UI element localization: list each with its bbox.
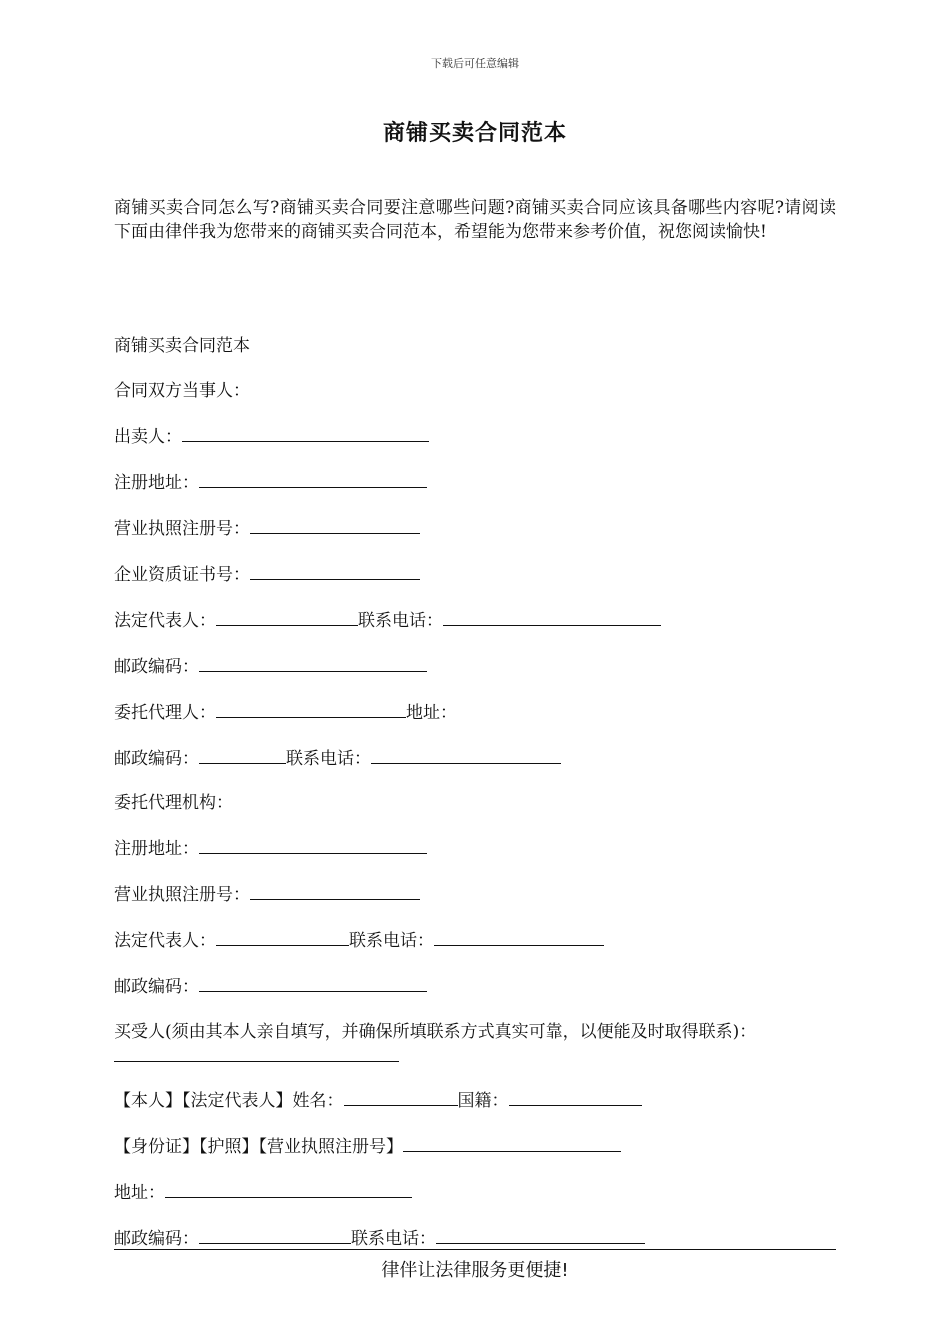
contract-subtitle: 商铺买卖合同范本 <box>114 336 250 356</box>
parties-heading: 合同双方当事人： <box>114 381 250 401</box>
phone-blank <box>434 929 604 946</box>
page-header-note: 下载后可任意编辑 <box>431 57 519 70</box>
buyer-id-line <box>114 1135 621 1158</box>
postcode-label: 邮政编码： <box>114 657 199 677</box>
agent-label: 委托代理人： <box>114 703 216 723</box>
reg-address-line <box>114 471 427 494</box>
postcode-label: 邮政编码： <box>114 977 199 997</box>
qualification-line <box>114 563 420 586</box>
qualification-blank <box>250 563 420 580</box>
phone-label: 联系电话： <box>351 1229 436 1249</box>
phone-blank <box>371 747 561 764</box>
legal-rep-blank <box>216 929 349 946</box>
license-label: 营业执照注册号： <box>114 885 250 905</box>
license-line <box>114 517 420 540</box>
reg-address-label: 注册地址： <box>114 839 199 859</box>
postcode-phone-line <box>114 747 561 770</box>
buyer-address-line <box>114 1181 412 1204</box>
legal-rep-label: 法定代表人： <box>114 611 216 631</box>
postcode-blank <box>199 747 286 764</box>
id-blank <box>403 1135 621 1152</box>
agent-blank <box>216 701 406 718</box>
reg-address-blank <box>199 471 427 488</box>
nationality-blank <box>509 1089 642 1106</box>
reg-address-label: 注册地址： <box>114 473 199 493</box>
postcode-label: 邮政编码： <box>114 749 199 769</box>
phone-blank <box>436 1227 645 1244</box>
qualification-label: 企业资质证书号： <box>114 565 250 585</box>
address-label: 地址： <box>406 703 457 723</box>
address-blank <box>165 1181 412 1198</box>
buyer-blank-line <box>114 1045 399 1068</box>
reg-address-blank <box>199 837 427 854</box>
buyer-blank <box>114 1045 399 1062</box>
address-label: 地址： <box>114 1183 165 1203</box>
seller-line <box>114 425 429 448</box>
legal-rep-line <box>114 609 661 632</box>
agent-line <box>114 701 457 724</box>
footer-divider <box>114 1249 836 1250</box>
id-types-label: 【身份证】【护照】【营业执照注册号】 <box>114 1137 403 1157</box>
license-label: 营业执照注册号： <box>114 519 250 539</box>
buyer-postcode-line <box>114 1227 645 1250</box>
license-blank <box>250 517 420 534</box>
intro-paragraph: 商铺买卖合同怎么写?商铺买卖合同要注意哪些问题?商铺买卖合同应该具备哪些内容呢?请阅读下面由律伴我为您带来的商铺买卖合同范本，希望能为您带来参考价值，祝您阅读愉快! <box>114 198 836 242</box>
seller-blank <box>182 425 429 442</box>
phone-blank <box>443 609 661 626</box>
agency-license-line <box>114 883 420 906</box>
seller-label: 出卖人： <box>114 427 182 447</box>
phone-label: 联系电话： <box>358 611 443 631</box>
footer-slogan: 律伴让法律服务更便捷! <box>381 1260 569 1281</box>
nationality-label: 国籍： <box>457 1091 509 1111</box>
legal-rep-blank <box>216 609 358 626</box>
agency-postcode-line <box>114 975 427 998</box>
self-rep-label: 【本人】【法定代表人】姓名： <box>114 1091 344 1111</box>
buyer-line: 买受人(须由其本人亲自填写，并确保所填联系方式真实可靠，以便能及时取得联系)： <box>114 1022 757 1042</box>
buyer-name-line <box>114 1089 642 1112</box>
postcode-blank <box>199 975 427 992</box>
legal-rep-label: 法定代表人： <box>114 931 216 951</box>
postcode-blank <box>199 1227 351 1244</box>
phone-label: 联系电话： <box>349 931 434 951</box>
name-blank <box>344 1089 458 1106</box>
postcode-blank <box>199 655 427 672</box>
postcode-line <box>114 655 427 678</box>
license-blank <box>250 883 420 900</box>
agency-legal-rep-line <box>114 929 604 952</box>
postcode-label: 邮政编码： <box>114 1229 199 1249</box>
agency-heading: 委托代理机构： <box>114 793 233 813</box>
document-title: 商铺买卖合同范本 <box>382 121 567 146</box>
agency-reg-address-line <box>114 837 427 860</box>
phone-label: 联系电话： <box>286 749 371 769</box>
